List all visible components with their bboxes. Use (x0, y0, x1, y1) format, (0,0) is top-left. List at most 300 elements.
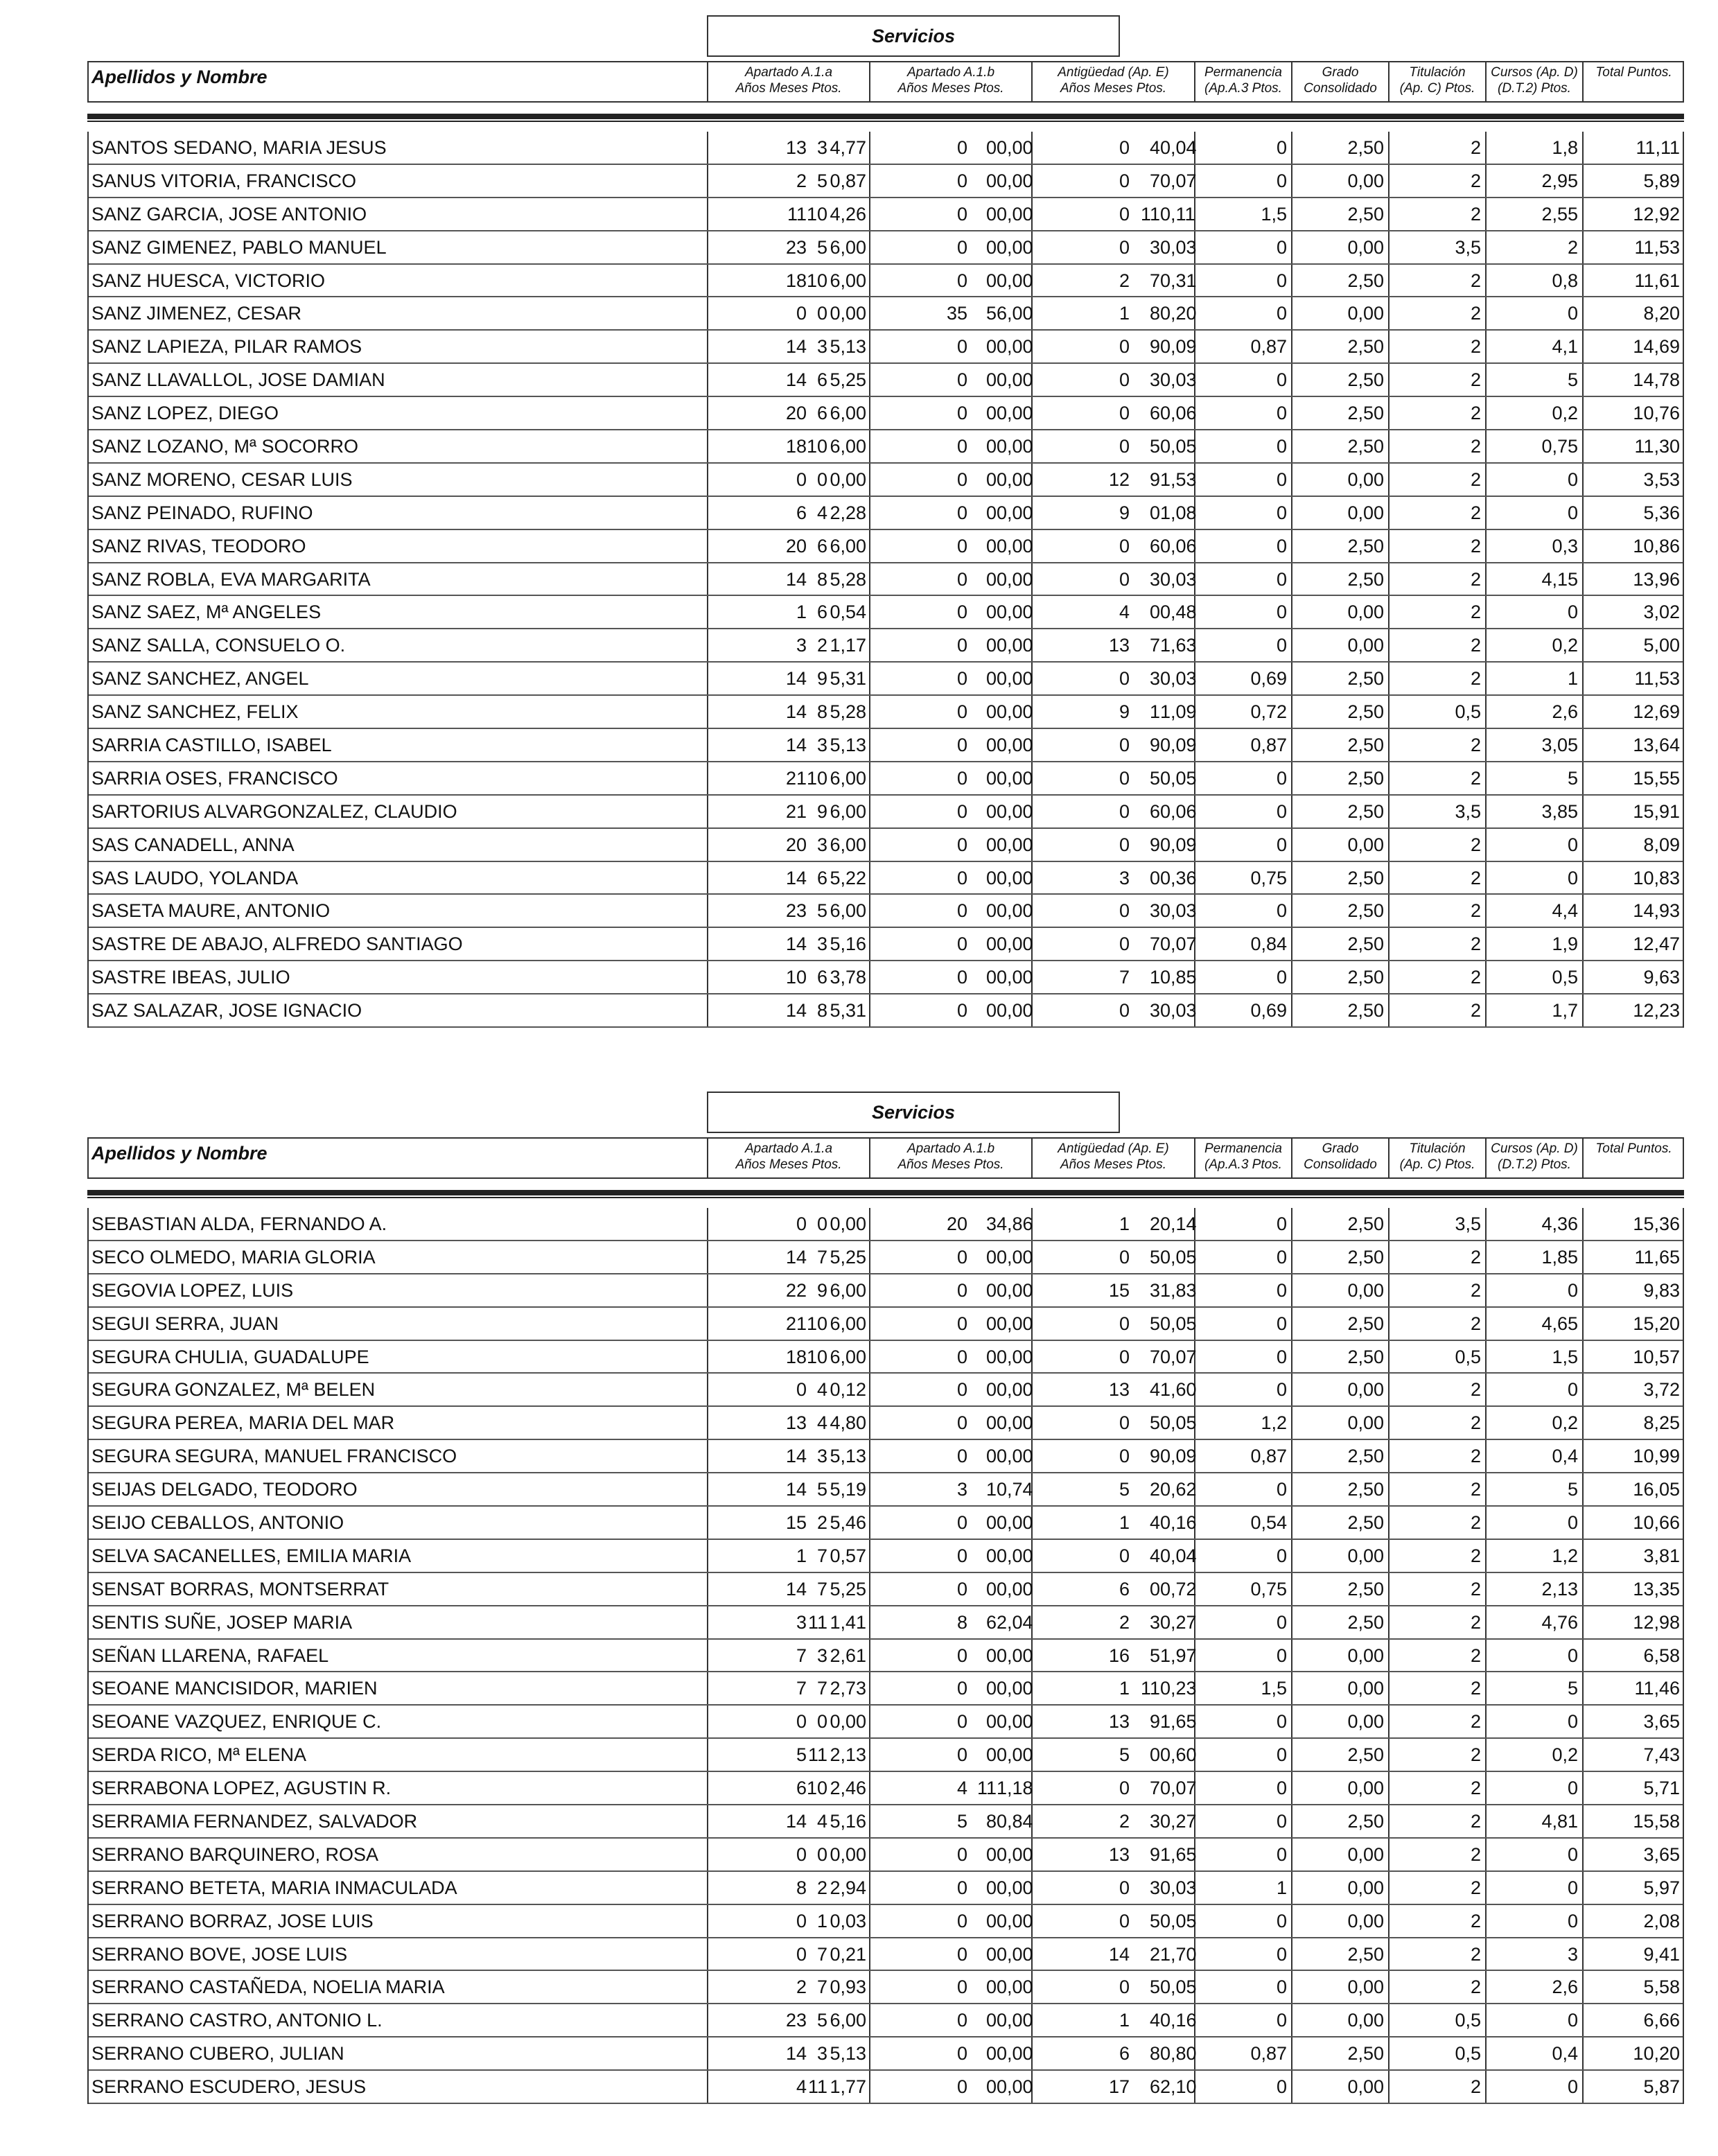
score-cell: 3 (816, 934, 827, 955)
score-cell: 2,50 (1347, 1346, 1384, 1367)
table-row (89, 796, 1683, 829)
score-cell: 5,71 (1643, 1778, 1680, 1799)
score-cell: 0,00 (997, 1313, 1033, 1334)
score-cell: 0 (1567, 1645, 1578, 1666)
column-header (1031, 62, 1194, 101)
score-cell: 1,63 (1160, 635, 1197, 656)
score-cell: 3,02 (1643, 602, 1680, 623)
score-cell: 6,00 (830, 403, 866, 424)
score-cell: 2 (796, 170, 807, 191)
score-cell: 0 (1276, 2010, 1287, 2031)
score-cell: 0,09 (1160, 834, 1197, 855)
score-cell: 0 (1119, 1246, 1130, 1268)
table-row (89, 1507, 1683, 1540)
score-cell: 2 (1470, 436, 1481, 457)
score-cell: 0 (1149, 502, 1160, 523)
score-cell: 17 (1108, 2076, 1130, 2098)
score-cell: 0,12 (830, 1379, 866, 1401)
table-row (89, 1706, 1683, 1739)
score-cell: 7 (1149, 934, 1160, 955)
score-cell: 11,65 (1634, 1246, 1680, 1268)
score-cell: 1 (796, 602, 807, 623)
score-cell: 0 (1276, 1943, 1287, 1965)
score-cell: 4,86 (997, 1213, 1033, 1234)
score-cell: 0 (985, 767, 997, 789)
score-cell: 4,76 (1541, 1611, 1578, 1633)
score-cell: 2,73 (830, 1678, 866, 1699)
score-cell: 0,00 (997, 1446, 1033, 1467)
score-cell: 6,00 (830, 270, 866, 291)
score-cell: 13,64 (1633, 735, 1680, 756)
score-cell: 23 (785, 2010, 807, 2031)
score-cell: 2 (1149, 1943, 1160, 1965)
score-cell: 10,57 (1633, 1346, 1680, 1367)
score-cell: 5 (1567, 1678, 1578, 1699)
score-cell: 0,00 (1347, 1678, 1384, 1699)
employee-name: SERRANO CASTRO, ANTONIO L. (91, 2010, 383, 2031)
score-cell: 0,00 (997, 1943, 1033, 1965)
table-row (89, 2071, 1683, 2104)
score-cell: 0,00 (997, 1246, 1033, 1268)
employee-name: SANZ SAEZ, Mª ANGELES (91, 602, 322, 623)
score-cell: 5,31 (830, 1000, 866, 1022)
score-cell: 12,23 (1633, 1000, 1680, 1022)
employee-name: SEGURA GONZALEZ, Mª BELEN (91, 1379, 376, 1401)
score-cell: 12,92 (1633, 203, 1680, 225)
header-label: Titulación (1409, 65, 1466, 80)
score-cell: 2,46 (830, 1778, 866, 1799)
score-cell: 0 (985, 1346, 997, 1367)
score-cell: 15,36 (1633, 1213, 1680, 1234)
score-cell: 7 (796, 1678, 807, 1699)
employee-name: SERRANO BORRAZ, JOSE LUIS (91, 1910, 374, 1931)
score-cell: 0 (816, 468, 827, 490)
score-cell: 0,07 (1160, 170, 1197, 191)
score-cell: 21 (785, 1313, 807, 1334)
score-cell: 5 (1567, 369, 1578, 391)
score-cell: 8 (816, 1000, 827, 1022)
score-cell: 9,83 (1643, 1279, 1680, 1301)
score-cell: 11 (1140, 203, 1160, 225)
score-cell: 4 (1149, 1379, 1160, 1401)
employee-name: SENSAT BORRAS, MONTSERRAT (91, 1578, 389, 1600)
employee-name: SERRANO CUBERO, JULIAN (91, 2043, 344, 2065)
table-row (89, 1473, 1683, 1507)
score-cell: 0 (956, 1279, 967, 1301)
score-cell: 13 (785, 137, 807, 158)
score-cell: 0,00 (830, 468, 866, 490)
score-cell: 2,50 (1347, 1479, 1384, 1500)
score-cell: 0 (1276, 1279, 1287, 1301)
score-cell: 0 (1567, 2076, 1578, 2098)
employee-name: SANZ SALLA, CONSUELO O. (91, 635, 346, 656)
column-header (1194, 1139, 1291, 1177)
score-cell: 0,00 (997, 834, 1033, 855)
score-cell: 0 (956, 2043, 967, 2065)
score-cell: 0,00 (1347, 1711, 1384, 1733)
score-cell: 10 (806, 767, 827, 789)
score-cell: 2 (1470, 1843, 1481, 1865)
score-cell: 0 (796, 468, 807, 490)
score-cell: 0,84 (1250, 934, 1287, 955)
score-cell: 0,87 (830, 170, 866, 191)
header-label: Grado (1322, 65, 1359, 80)
score-cell: 1 (1119, 2010, 1130, 2031)
score-cell: 2,50 (1347, 967, 1384, 988)
header-label: Apartado A.1.a (744, 65, 833, 80)
score-cell: 0 (985, 403, 997, 424)
employee-name: SEIJO CEBALLOS, ANTONIO (91, 1512, 344, 1534)
score-cell: 4 (816, 1379, 827, 1401)
employee-name: SANZ HUESCA, VICTORIO (91, 270, 326, 291)
score-cell: 5,25 (830, 1578, 866, 1600)
score-cell: 1,8 (1552, 137, 1578, 158)
score-cell: 0,00 (1347, 1877, 1384, 1898)
score-cell: 9 (1149, 1711, 1160, 1733)
score-cell: 18 (785, 270, 807, 291)
score-cell: 13 (785, 1412, 807, 1434)
score-cell: 0,00 (1347, 1545, 1384, 1566)
score-cell: 0 (1276, 502, 1287, 523)
score-cell: 4,80 (830, 1412, 866, 1434)
score-cell: 0 (1276, 1611, 1287, 1633)
score-cell: 9 (816, 1279, 827, 1301)
score-cell: 0,00 (997, 1678, 1033, 1699)
score-cell: 0,5 (1455, 1346, 1481, 1367)
score-cell: 0 (956, 236, 967, 258)
score-cell: 0 (956, 1943, 967, 1965)
score-cell: 0 (956, 336, 967, 358)
score-cell: 0,03 (1160, 1877, 1197, 1898)
score-cell: 0,75 (1250, 1578, 1287, 1600)
score-cell: 2 (1470, 137, 1481, 158)
score-cell: 0,00 (997, 270, 1033, 291)
employee-name: SEÑAN LLARENA, RAFAEL (91, 1645, 329, 1666)
header-label: Permanencia (1204, 65, 1282, 80)
table-row (89, 596, 1683, 629)
score-cell: 0 (1567, 1279, 1578, 1301)
score-cell: 0 (1276, 236, 1287, 258)
score-cell: 0 (1567, 303, 1578, 324)
score-cell: 4 (796, 2076, 807, 2098)
score-cell: 2 (1470, 1910, 1481, 1931)
score-cell: 3,81 (1643, 1545, 1680, 1566)
header-divider (87, 121, 1684, 122)
score-cell: 0 (1276, 568, 1287, 590)
score-cell: 2 (1470, 336, 1481, 358)
score-cell: 6,00 (830, 834, 866, 855)
score-cell: 0 (1119, 137, 1130, 158)
score-cell: 0,00 (997, 1645, 1033, 1666)
score-cell: 16,05 (1633, 1479, 1680, 1500)
score-cell: 0 (1119, 1000, 1130, 1022)
table-header (87, 1137, 1684, 1179)
table-row (89, 1805, 1683, 1839)
header-label: (Ap.A.3 Ptos. (1204, 81, 1282, 96)
table-row (89, 1938, 1683, 1972)
score-cell: 14 (785, 568, 807, 590)
employee-name: SERRANO BETETA, MARIA INMACULADA (91, 1877, 457, 1898)
score-cell: 0,54 (1250, 1512, 1287, 1534)
score-cell: 2,50 (1347, 270, 1384, 291)
score-cell: 6 (985, 1611, 997, 1633)
score-cell: 0,72 (1250, 701, 1287, 723)
score-cell: 20 (785, 403, 807, 424)
score-cell: 3,85 (1541, 800, 1578, 822)
score-cell: 0,05 (1160, 436, 1197, 457)
table-row (89, 132, 1683, 165)
table-row (89, 1341, 1683, 1374)
score-cell: 9,63 (1643, 967, 1680, 988)
score-cell: 0,5 (1455, 2043, 1481, 2065)
score-cell: 5,36 (1643, 502, 1680, 523)
score-cell: 0,03 (1160, 900, 1197, 922)
score-cell: 11,53 (1634, 236, 1680, 258)
score-cell: 5,97 (1643, 1877, 1680, 1898)
score-cell: 0 (816, 1711, 827, 1733)
score-cell: 6,00 (830, 535, 866, 556)
score-cell: 2,55 (1541, 203, 1578, 225)
score-cell: 0 (985, 336, 997, 358)
score-cell: 0 (985, 1578, 997, 1600)
score-cell: 0 (1119, 203, 1130, 225)
score-cell: 2,50 (1347, 1000, 1384, 1022)
score-cell: 2,50 (1347, 701, 1384, 723)
score-cell: 2,50 (1347, 2043, 1384, 2065)
score-cell: 2,50 (1347, 668, 1384, 690)
table-row (89, 297, 1683, 331)
score-cell: 9 (1149, 834, 1160, 855)
score-cell: 2 (1470, 735, 1481, 756)
score-cell: 11,53 (1634, 668, 1680, 690)
score-cell: 4,4 (1552, 900, 1578, 922)
score-cell: 0 (1276, 1711, 1287, 1733)
table-row (89, 1772, 1683, 1805)
score-cell: 2 (1470, 270, 1481, 291)
score-cell: 3 (1149, 1877, 1160, 1898)
score-cell: 2 (1470, 1446, 1481, 1467)
score-cell: 0 (956, 1578, 967, 1600)
score-cell: 0 (956, 203, 967, 225)
score-cell: 0,00 (997, 900, 1033, 922)
score-cell: 0,00 (1347, 2076, 1384, 2098)
score-cell: 0,00 (1347, 1778, 1384, 1799)
column-header (1388, 62, 1485, 101)
score-cell: 7 (1149, 270, 1160, 291)
score-cell: 5,58 (1643, 1977, 1680, 1998)
employee-name: SERRABONA LOPEZ, AGUSTIN R. (91, 1778, 392, 1799)
score-cell: 0 (956, 834, 967, 855)
score-cell: 0 (1119, 170, 1130, 191)
employee-name: SERDA RICO, Mª ELENA (91, 1744, 307, 1766)
score-cell: 0,00 (997, 1910, 1033, 1931)
score-cell: 0 (985, 1843, 997, 1865)
score-cell: 0,4 (1552, 1446, 1578, 1467)
score-cell: 2,50 (1347, 867, 1384, 888)
column-header (1194, 62, 1291, 101)
score-cell: 0 (1149, 867, 1160, 888)
score-cell: 3 (796, 1611, 807, 1633)
score-cell: 0,03 (1160, 369, 1197, 391)
header-label: (Ap.A.3 Ptos. (1204, 1157, 1282, 1172)
score-cell: 0 (1149, 1744, 1160, 1766)
score-cell: 14,78 (1633, 369, 1680, 391)
table-row (89, 928, 1683, 961)
score-cell: 0 (956, 1645, 967, 1666)
score-cell: 10,86 (1633, 535, 1680, 556)
score-cell: 2 (1470, 834, 1481, 855)
score-cell: 5 (816, 1479, 827, 1500)
employee-name: SEGURA SEGURA, MANUEL FRANCISCO (91, 1446, 457, 1467)
score-cell: 0,00 (997, 867, 1033, 888)
header-divider (87, 1190, 1684, 1195)
score-cell: 0 (985, 1877, 997, 1898)
score-cell: 0 (796, 1943, 807, 1965)
score-cell: 1,18 (997, 1778, 1033, 1799)
score-cell: 0,00 (997, 468, 1033, 490)
score-cell: 1,7 (1552, 1000, 1578, 1022)
score-cell: 10 (806, 1346, 827, 1367)
score-cell: 10 (806, 1313, 827, 1334)
score-cell: 0,00 (1347, 1412, 1384, 1434)
score-cell: 1,41 (830, 1611, 866, 1633)
score-cell: 5,22 (830, 867, 866, 888)
score-cell: 0 (956, 1678, 967, 1699)
score-cell: 0 (985, 535, 997, 556)
column-header (1582, 62, 1684, 101)
score-cell: 0 (985, 1512, 997, 1534)
score-cell: 5 (1567, 1479, 1578, 1500)
score-cell: 0 (796, 1379, 807, 1401)
score-cell: 0,5 (1455, 2010, 1481, 2031)
score-cell: 0 (956, 1313, 967, 1334)
score-cell: 0,00 (830, 1711, 866, 1733)
score-cell: 18 (785, 436, 807, 457)
score-cell: 3 (1149, 236, 1160, 258)
score-cell: 0 (1567, 1843, 1578, 1865)
employee-name: SAS CANADELL, ANNA (91, 834, 295, 855)
score-cell: 0,87 (1250, 336, 1287, 358)
score-cell: 1,83 (1160, 1279, 1197, 1301)
score-cell: 0 (956, 767, 967, 789)
score-cell: 21 (785, 800, 807, 822)
score-cell: 0,62 (1160, 1479, 1197, 1500)
table-row (89, 397, 1683, 430)
score-cell: 3 (1149, 900, 1160, 922)
table-body (87, 132, 1684, 1028)
score-cell: 2 (816, 1877, 827, 1898)
score-cell: 14 (785, 668, 807, 690)
score-cell: 2,50 (1347, 1246, 1384, 1268)
score-cell: 5,16 (830, 1811, 866, 1832)
score-cell: 0,06 (1160, 800, 1197, 822)
score-cell: 10,83 (1633, 867, 1680, 888)
score-cell: 1,65 (1160, 1843, 1197, 1865)
score-cell: 0 (1119, 735, 1130, 756)
score-cell: 9 (816, 800, 827, 822)
score-cell: 11,46 (1634, 1678, 1680, 1699)
score-cell: 0 (956, 270, 967, 291)
column-header (1031, 1139, 1194, 1177)
table-row (89, 198, 1683, 231)
score-cell: 7 (816, 1578, 827, 1600)
score-cell: 0,00 (1347, 2010, 1384, 2031)
score-cell: 3,65 (1643, 1711, 1680, 1733)
score-cell: 5,28 (830, 701, 866, 723)
score-cell: 2 (796, 1977, 807, 1998)
table-row (89, 331, 1683, 364)
score-cell: 0 (1276, 270, 1287, 291)
score-cell: 4 (1149, 2010, 1160, 2031)
score-cell: 11,30 (1634, 436, 1680, 457)
score-cell: 0 (1567, 502, 1578, 523)
score-cell: 0,14 (1160, 1213, 1197, 1234)
score-cell: 6,00 (830, 800, 866, 822)
score-cell: 5 (956, 1811, 967, 1832)
score-cell: 20 (946, 1213, 967, 1234)
score-cell: 0,93 (830, 1977, 866, 1998)
score-cell: 2,50 (1347, 1313, 1384, 1334)
servicios-heading: Servicios (707, 15, 1120, 57)
score-cell: 6 (1119, 2043, 1130, 2065)
score-cell: 5,28 (830, 568, 866, 590)
employee-name: SANZ RIVAS, TEODORO (91, 535, 306, 556)
score-cell: 0 (956, 967, 967, 988)
header-label: Permanencia (1204, 1141, 1282, 1156)
score-cell: 0,00 (997, 502, 1033, 523)
score-cell: 0,87 (1250, 735, 1287, 756)
employee-name: SANZ JIMENEZ, CESAR (91, 303, 302, 324)
score-cell: 0,00 (997, 1346, 1033, 1367)
score-cell: 4 (1149, 1512, 1160, 1534)
score-cell: 0 (956, 403, 967, 424)
table-row (89, 464, 1683, 497)
score-cell: 2 (1470, 535, 1481, 556)
score-cell: 2 (1470, 1744, 1481, 1766)
employee-name: SASTRE IBEAS, JULIO (91, 967, 290, 988)
score-cell: 0,09 (1160, 1446, 1197, 1467)
score-cell: 1,5 (1261, 203, 1287, 225)
header-label: (D.T.2) Ptos. (1498, 1157, 1571, 1172)
score-cell: 14 (785, 1246, 807, 1268)
score-cell: 0,48 (1160, 602, 1197, 623)
score-cell: 2 (1119, 1811, 1130, 1832)
score-cell: 2,28 (830, 502, 866, 523)
score-cell: 2 (1470, 203, 1481, 225)
table-row (89, 1241, 1683, 1274)
table-row (89, 1971, 1683, 2004)
score-cell: 6,00 (830, 767, 866, 789)
score-cell: 0 (1276, 1977, 1287, 1998)
score-cell: 1,17 (830, 635, 866, 656)
score-cell: 0,00 (997, 602, 1033, 623)
score-cell: 0 (985, 735, 997, 756)
score-cell: 14 (785, 701, 807, 723)
score-cell: 0,5 (1455, 701, 1481, 723)
score-cell: 6,00 (830, 1346, 866, 1367)
score-cell: 6 (796, 502, 807, 523)
score-cell: 10,20 (1633, 2043, 1680, 2065)
score-cell: 0,00 (997, 1578, 1033, 1600)
employee-name: SANZ ROBLA, EVA MARGARITA (91, 568, 371, 590)
score-cell: 0,00 (997, 236, 1033, 258)
score-cell: 5 (1119, 1744, 1130, 1766)
score-cell: 6 (816, 602, 827, 623)
table-row (89, 1308, 1683, 1341)
score-cell: 0,00 (997, 2043, 1033, 2065)
score-cell: 0,06 (1160, 535, 1197, 556)
score-cell: 5,13 (830, 336, 866, 358)
